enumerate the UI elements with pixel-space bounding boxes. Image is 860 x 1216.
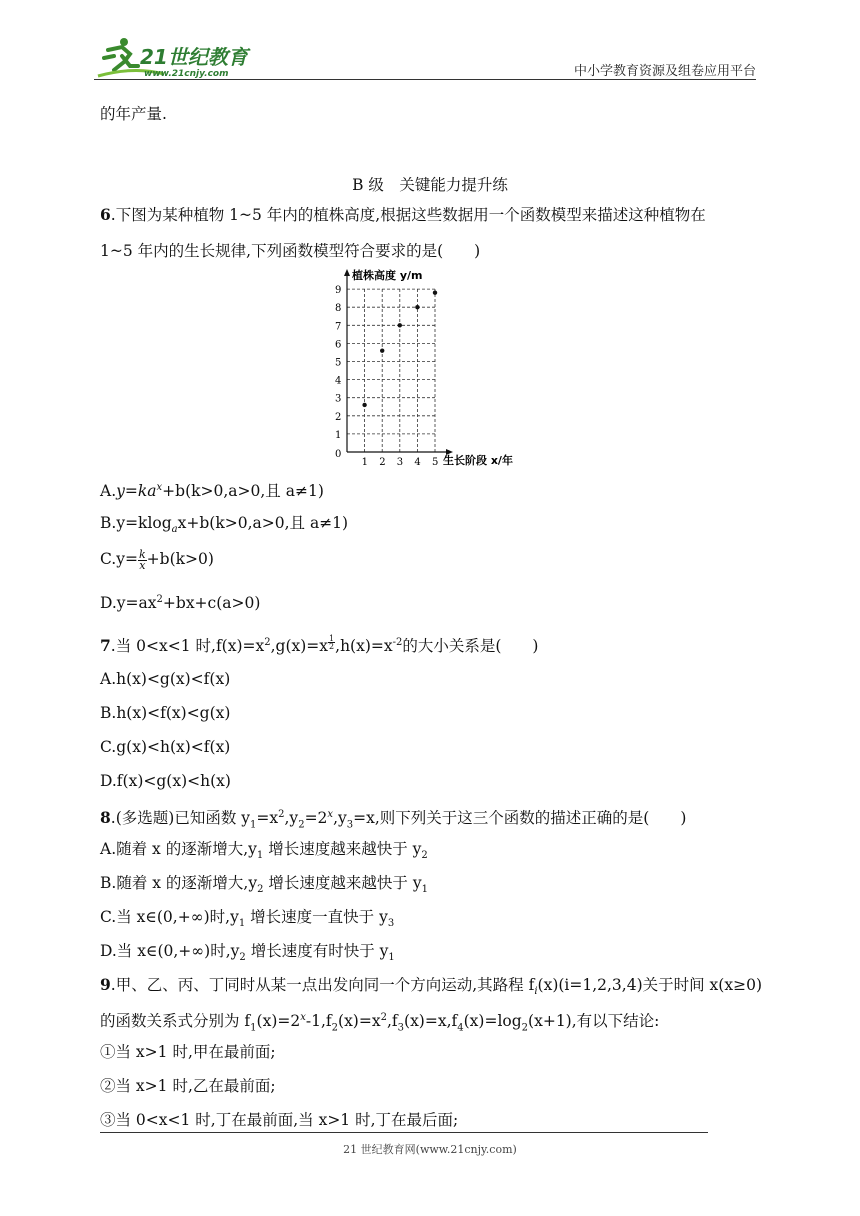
q8-option-a: A.随着 x 的逐渐增大$,y_1$ 增长速度越来越快于 $y_2$ xyxy=(100,840,428,862)
y-axis-arrow xyxy=(344,269,350,276)
q7-option-d: D.f(x)<g(x)<h(x) xyxy=(100,772,231,790)
chart-axes xyxy=(344,269,453,455)
logo-url: www.21cnjy.com xyxy=(144,69,229,79)
x-tick-label: 1 xyxy=(361,457,368,466)
y-tick-label: 6 xyxy=(335,339,342,351)
q6-option-b: B.y=klog$_a$x+b(k>0,a>0,且 a≠1) xyxy=(100,514,349,536)
origin-label: 0 xyxy=(335,449,342,460)
data-point xyxy=(380,348,384,352)
y-tick-label: 2 xyxy=(335,411,342,423)
q9-conclusion-1: ①当 x>1 时,甲在最前面; xyxy=(100,1043,276,1061)
plant-height-chart xyxy=(325,266,535,466)
header-divider xyxy=(94,79,756,80)
x-tick-label: 4 xyxy=(414,457,421,466)
q7-stem: 7.当 0<x<1 时$,f(x)=x^2,g(x)=x$ $^{\frac{1}{2}}$ $,h(x)=x^{-2}$的大小关系是( ) xyxy=(100,634,539,656)
q9-stem-line2: 的函数关系式分别为 $f_1(x)=2^x-1,f_2(x)=x^2,f_3(x)=x,f_4(x)=\log_2(x+1)$,有以下结论: xyxy=(100,1012,660,1034)
x-tick-label: 5 xyxy=(432,457,439,466)
q6-option-c: C.y= $\frac{k}{x}$ +b(k>0) xyxy=(100,547,214,572)
q9-conclusion-2: ②当 x>1 时,乙在最前面; xyxy=(100,1077,276,1095)
q8-option-b: B.随着 x 的逐渐增大$,y_2$ 增长速度越来越快于 $y_1$ xyxy=(100,874,428,896)
q9-stem-line1: 9.甲、乙、丙、丁同时从某一点出发向同一个方向运动,其路程 $f_i(x)(i=1,2,3,4)$关于时间 x(x≥0) xyxy=(100,975,762,998)
q9-conclusion-3: ③当 0<x<1 时,丁在最前面,当 x>1 时,丁在最后面; xyxy=(100,1111,459,1129)
y-tick-label: 9 xyxy=(335,285,342,297)
q6-option-d: $D.y=ax^2+bx+c(a>0)$ xyxy=(100,594,261,613)
data-point xyxy=(362,403,366,407)
data-point xyxy=(415,305,419,309)
data-point xyxy=(433,291,437,295)
data-point xyxy=(398,323,402,327)
y-tick-label: 7 xyxy=(335,321,342,333)
q6-stem-line2: 1~5 年内的生长规律,下列函数模型符合要求的是( ) xyxy=(100,242,481,260)
logo-text: 21世纪教育 xyxy=(140,45,248,69)
q6-option-a: $A.y=ka^x+b(k>0,a>0$,且 a≠1) xyxy=(100,482,324,501)
footer-divider xyxy=(100,1132,708,1133)
y-tick-label: 4 xyxy=(335,375,342,387)
header-slogan: 中小学教育资源及组卷应用平台 xyxy=(573,64,756,79)
y-tick-label: 8 xyxy=(335,303,342,315)
q7-option-c: C.g(x)<h(x)<f(x) xyxy=(100,738,231,756)
footer-text: 21 世纪教育网(www.21cnjy.com) xyxy=(343,1143,517,1156)
site-logo xyxy=(94,36,264,80)
q8-stem: 8.(多选题)已知函数 $y_1=x^2,y_2=2^x,y_3=x$,则下列关于这三个函数的描述正确的是( ) xyxy=(100,808,687,831)
y-tick-label: 3 xyxy=(335,393,342,405)
y-tick-label: 1 xyxy=(335,429,342,441)
x-tick-label: 3 xyxy=(396,457,404,466)
q7-option-a: A.h(x)<g(x)<f(x) xyxy=(100,670,231,688)
intro-tail: 的年产量. xyxy=(100,105,167,123)
q8-option-d: D.当 x∈(0,+∞)时$,y_2$ 增长速度有时快于 $y_1$ xyxy=(100,942,395,964)
q6-stem-line1: 6.下图为某种植物 1~5 年内的植株高度,根据这些数据用一个函数模型来描述这种植物在 xyxy=(100,205,706,224)
x-axis-label: 生长阶段 x/年 xyxy=(443,454,513,466)
chart-ticks xyxy=(335,285,438,466)
chart-grid xyxy=(347,289,435,452)
q8-option-c: C.当 x∈(0,+∞)时$,y_1$ 增长速度一直快于 $y_3$ xyxy=(100,908,395,930)
y-axis-label: 植株高度 y/m xyxy=(352,269,423,282)
q7-option-b: B.h(x)<f(x)<g(x) xyxy=(100,704,231,722)
x-tick-label: 2 xyxy=(379,457,386,466)
section-title: B 级 关键能力提升练 xyxy=(352,176,508,194)
y-tick-label: 5 xyxy=(335,357,342,369)
